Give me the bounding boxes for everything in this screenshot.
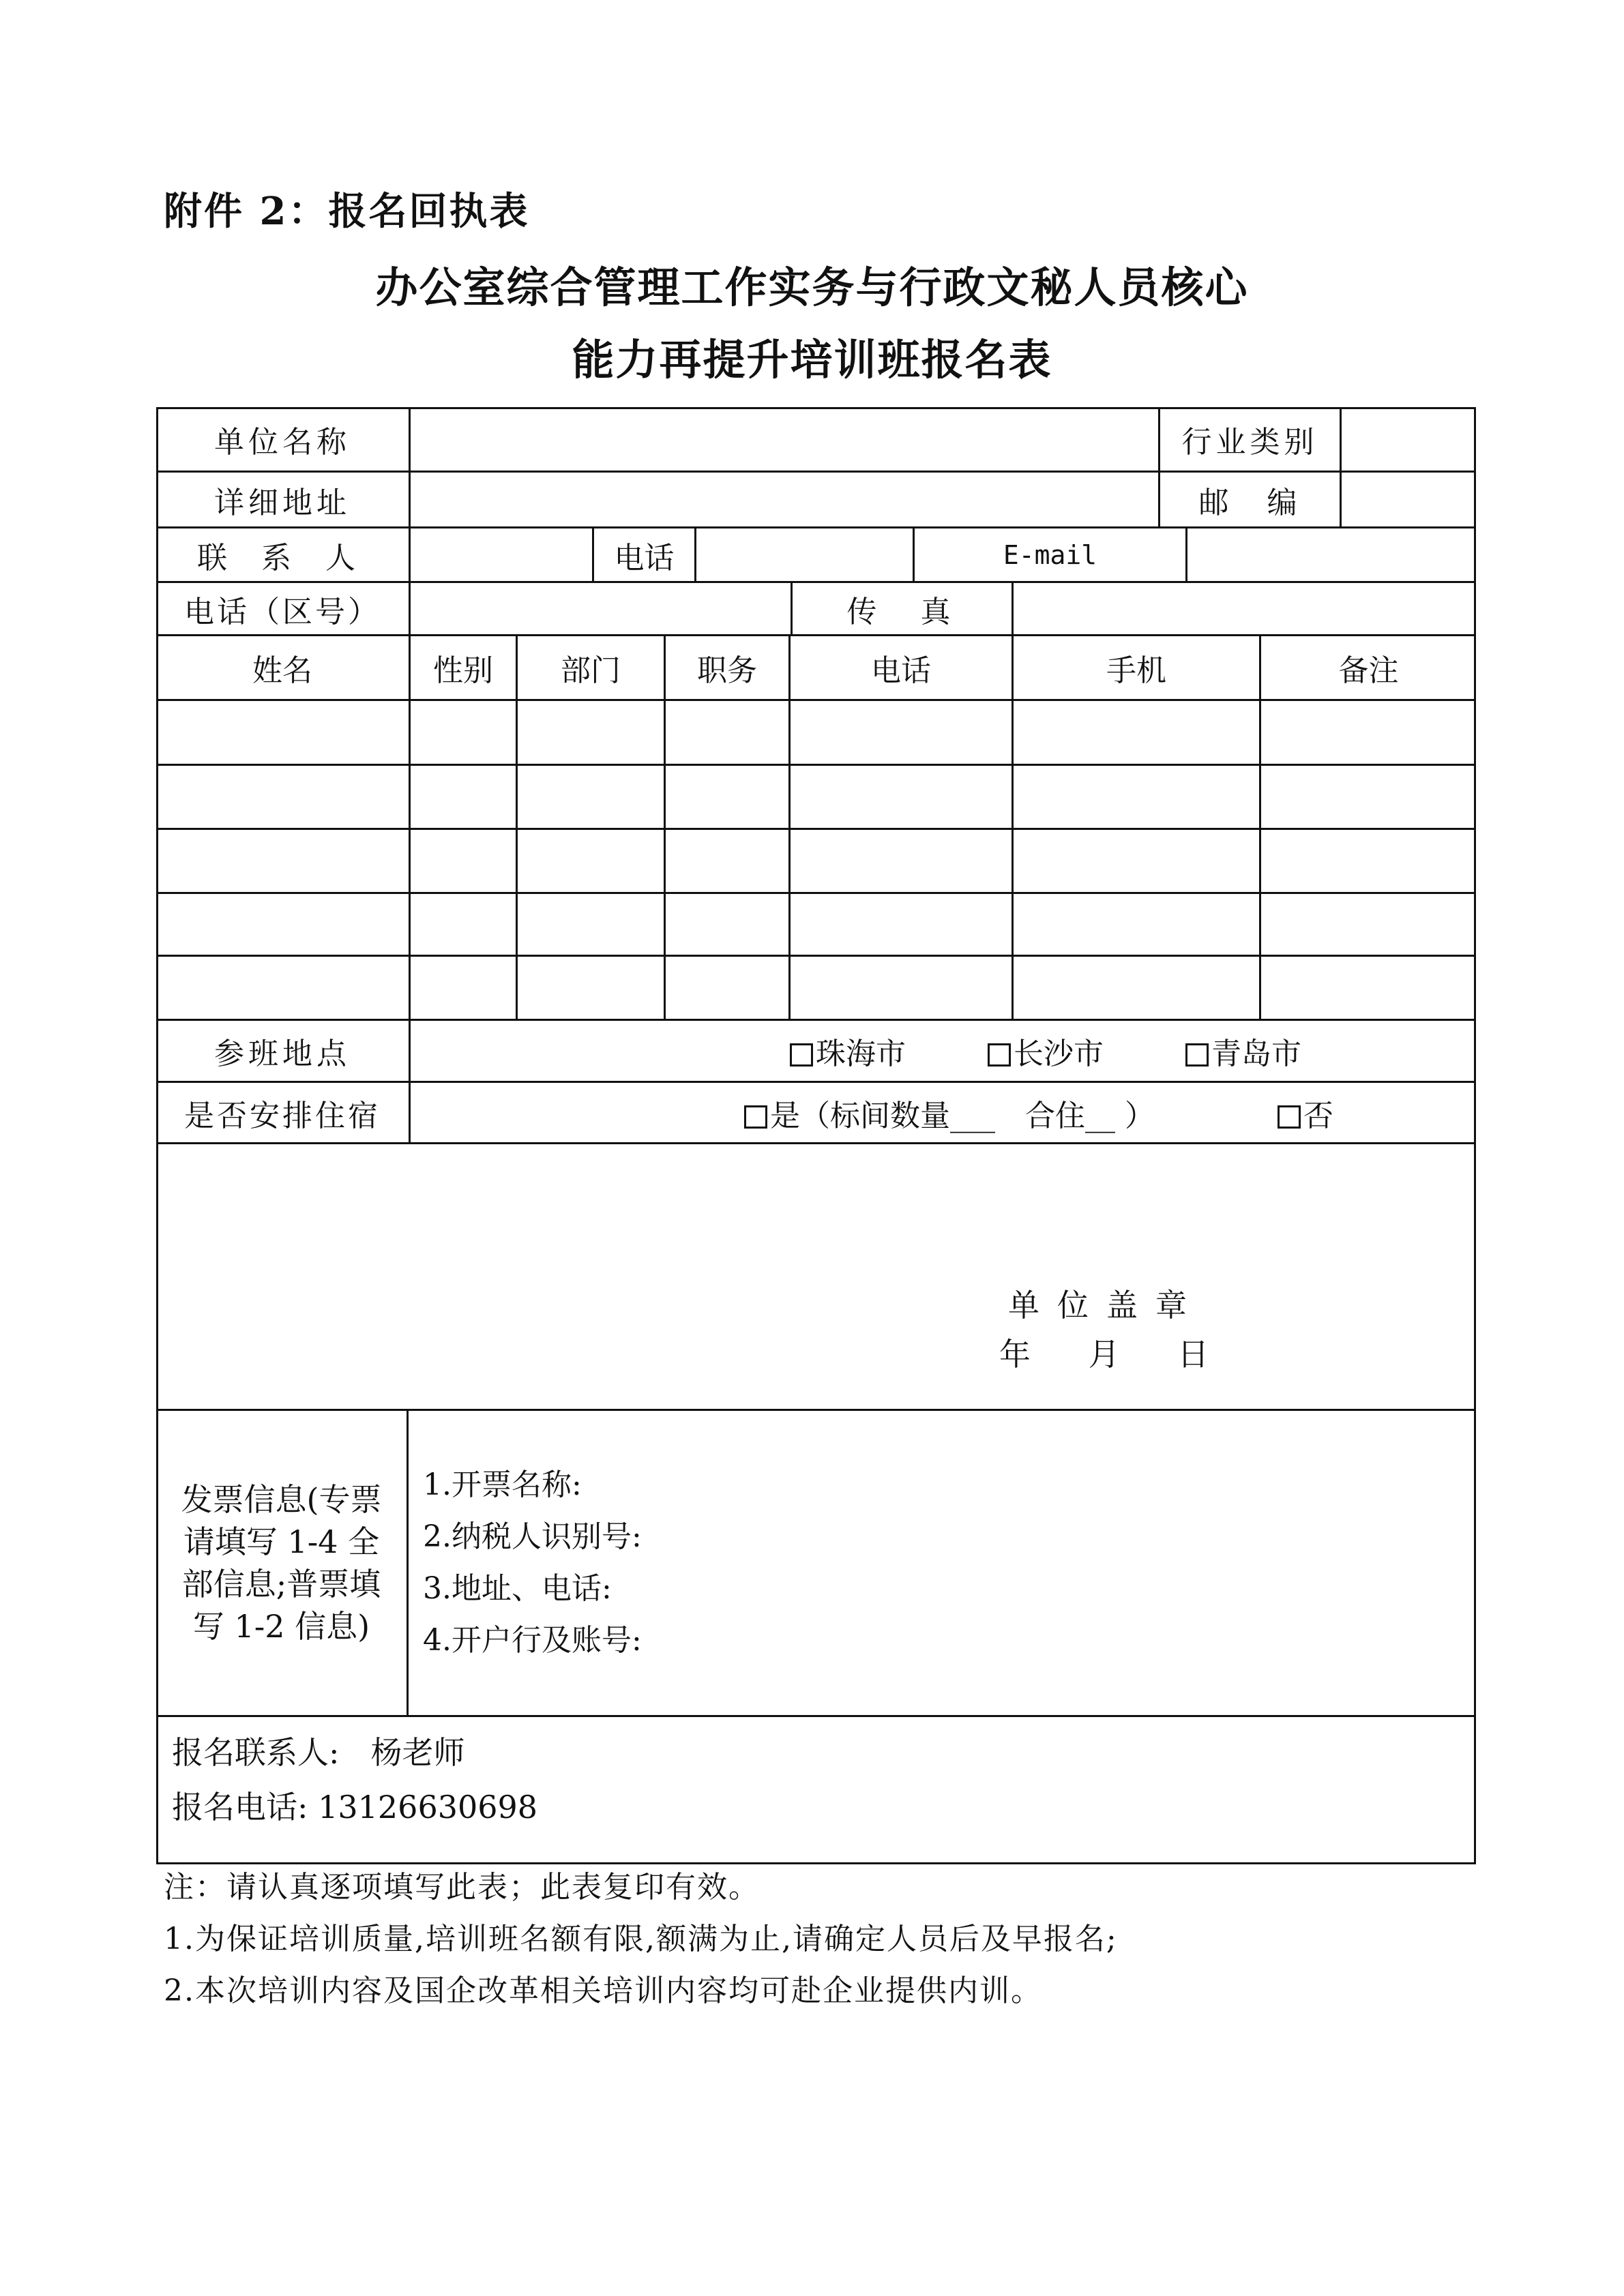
participant-phone-field[interactable]: [788, 957, 1012, 1019]
unit-name-label: 单位名称: [214, 424, 351, 460]
participant-gender-field[interactable]: [409, 894, 516, 955]
location-option-qingdao[interactable]: 青岛市: [1185, 1029, 1301, 1073]
participant-phone-field[interactable]: [788, 701, 1012, 764]
participant-mobile-field[interactable]: [1012, 894, 1259, 955]
address-field[interactable]: [409, 473, 1158, 526]
participant-gender-field[interactable]: [409, 830, 516, 892]
participant-remarks-field[interactable]: [1259, 957, 1476, 1019]
form-title-line2: 能力再提升培训班报名表: [572, 335, 1052, 385]
participant-row: [156, 766, 1476, 828]
participant-department-field[interactable]: [516, 701, 664, 764]
signup-phone: 报名电话: 13126630698: [172, 1789, 538, 1825]
participant-position-field[interactable]: [664, 957, 788, 1019]
fax-field[interactable]: [1012, 583, 1476, 634]
participant-mobile-field[interactable]: [1012, 766, 1259, 828]
stamp-date: 年 月 日: [999, 1336, 1209, 1373]
lodging-option-yes[interactable]: 是（标间数量___ 合住__ ）: [744, 1091, 1155, 1135]
participant-remarks-field[interactable]: [1259, 766, 1476, 828]
participant-name-field[interactable]: [156, 830, 409, 892]
participant-phone-field[interactable]: [788, 894, 1012, 955]
row-contact: [156, 528, 1476, 581]
location-option-zhuhai[interactable]: 珠海市: [790, 1029, 906, 1073]
area-phone-field[interactable]: [409, 583, 791, 634]
col-gender: 性别: [409, 636, 516, 699]
lodging-options: [409, 1083, 1476, 1142]
invoice-label: 发票信息(专票请填写 1-4 全部信息;普票填写 1-2 信息): [181, 1481, 382, 1645]
email-field[interactable]: [1185, 528, 1476, 581]
row-address: [156, 473, 1476, 526]
checkbox-icon[interactable]: [744, 1105, 767, 1129]
participant-phone-field[interactable]: [788, 830, 1012, 892]
col-mobile: 手机: [1012, 636, 1259, 699]
location-option-changsha[interactable]: 长沙市: [988, 1029, 1104, 1073]
stamp-label: 单位盖章: [1008, 1287, 1205, 1324]
participant-department-field[interactable]: [516, 894, 664, 955]
row-unit-name: [156, 407, 1476, 471]
form-title-line1: 办公室综合管理工作实务与行政文秘人员核心: [375, 263, 1249, 312]
participant-phone-field[interactable]: [788, 766, 1012, 828]
participant-row: [156, 701, 1476, 764]
participant-remarks-field[interactable]: [1259, 701, 1476, 764]
invoice-line-address-phone: 3.地址、电话:: [423, 1571, 612, 1606]
industry-field[interactable]: [1340, 407, 1476, 471]
participant-department-field[interactable]: [516, 766, 664, 828]
participant-row: [156, 894, 1476, 955]
participant-mobile-field[interactable]: [1012, 830, 1259, 892]
note-item-2: 2.本次培训内容及国企改革相关培训内容均可赴企业提供内训。: [164, 1973, 1042, 2008]
col-remarks: 备注: [1259, 636, 1476, 699]
participant-remarks-field[interactable]: [1259, 894, 1476, 955]
unit-name-field[interactable]: [409, 407, 1158, 471]
location-options: [409, 1021, 1476, 1081]
notes: [164, 1862, 1118, 2017]
invoice-line-name: 1.开票名称:: [423, 1467, 582, 1502]
invoice-line-tax-id: 2.纳税人识别号:: [423, 1519, 642, 1554]
signup-contact-person: 报名联系人: 杨老师: [172, 1734, 465, 1771]
phone-label: 电话: [592, 528, 694, 581]
participant-department-field[interactable]: [516, 957, 664, 1019]
attachment-label: 附件 2：报名回执表: [164, 189, 530, 234]
invoice-fields: [423, 1459, 642, 1667]
location-label: 参班地点: [214, 1037, 351, 1071]
email-label: E-mail: [913, 528, 1185, 581]
postcode-field[interactable]: [1340, 473, 1476, 526]
row-location: [156, 1021, 1476, 1081]
row-area-phone: [156, 583, 1476, 634]
col-position: 职务: [664, 636, 788, 699]
participant-name-field[interactable]: [156, 957, 409, 1019]
participants-header-row: [156, 636, 1476, 699]
checkbox-icon[interactable]: [1278, 1105, 1301, 1129]
participant-name-field[interactable]: [156, 701, 409, 764]
col-department: 部门: [516, 636, 664, 699]
participant-name-field[interactable]: [156, 766, 409, 828]
participant-department-field[interactable]: [516, 830, 664, 892]
participant-position-field[interactable]: [664, 701, 788, 764]
stamp-area: [156, 1144, 1476, 1409]
col-name: 姓名: [252, 653, 312, 688]
participant-gender-field[interactable]: [409, 957, 516, 1019]
industry-label: 行业类别: [1158, 407, 1340, 471]
participant-name-field[interactable]: [156, 894, 409, 955]
note-text: 注：请认真逐项填写此表；此表复印有效。: [164, 1870, 760, 1905]
address-label: 详细地址: [214, 485, 351, 520]
checkbox-icon[interactable]: [790, 1043, 813, 1067]
col-phone: 电话: [788, 636, 1012, 699]
participant-gender-field[interactable]: [409, 701, 516, 764]
note-item-1: 1.为保证培训质量,培训班名额有限,额满为止,请确定人员后及早报名;: [164, 1922, 1118, 1956]
participant-row: [156, 830, 1476, 892]
phone-field[interactable]: [694, 528, 913, 581]
participant-remarks-field[interactable]: [1259, 830, 1476, 892]
participant-mobile-field[interactable]: [1012, 957, 1259, 1019]
signup-contact-area: [172, 1725, 537, 1834]
invoice-label-cell: [156, 1411, 409, 1715]
participant-row: [156, 957, 1476, 1019]
invoice-line-bank-account: 4.开户行及账号:: [423, 1623, 642, 1658]
contact-person-label: 联 系 人: [197, 540, 368, 576]
participant-position-field[interactable]: [664, 894, 788, 955]
contact-person-field[interactable]: [409, 528, 592, 581]
fax-label: 传 真: [791, 583, 1012, 634]
row-lodging: [156, 1083, 1476, 1142]
checkbox-icon[interactable]: [1185, 1043, 1209, 1067]
participant-position-field[interactable]: [664, 766, 788, 828]
checkbox-icon[interactable]: [988, 1043, 1011, 1067]
participant-mobile-field[interactable]: [1012, 701, 1259, 764]
area-phone-label: 电话（区号）: [184, 594, 381, 629]
participant-position-field[interactable]: [664, 830, 788, 892]
participant-gender-field[interactable]: [409, 766, 516, 828]
postcode-label: 邮 编: [1158, 473, 1340, 526]
lodging-label: 是否安排住宿: [184, 1098, 381, 1133]
row-divider: [156, 1715, 1476, 1717]
lodging-option-no[interactable]: 否: [1278, 1091, 1333, 1135]
